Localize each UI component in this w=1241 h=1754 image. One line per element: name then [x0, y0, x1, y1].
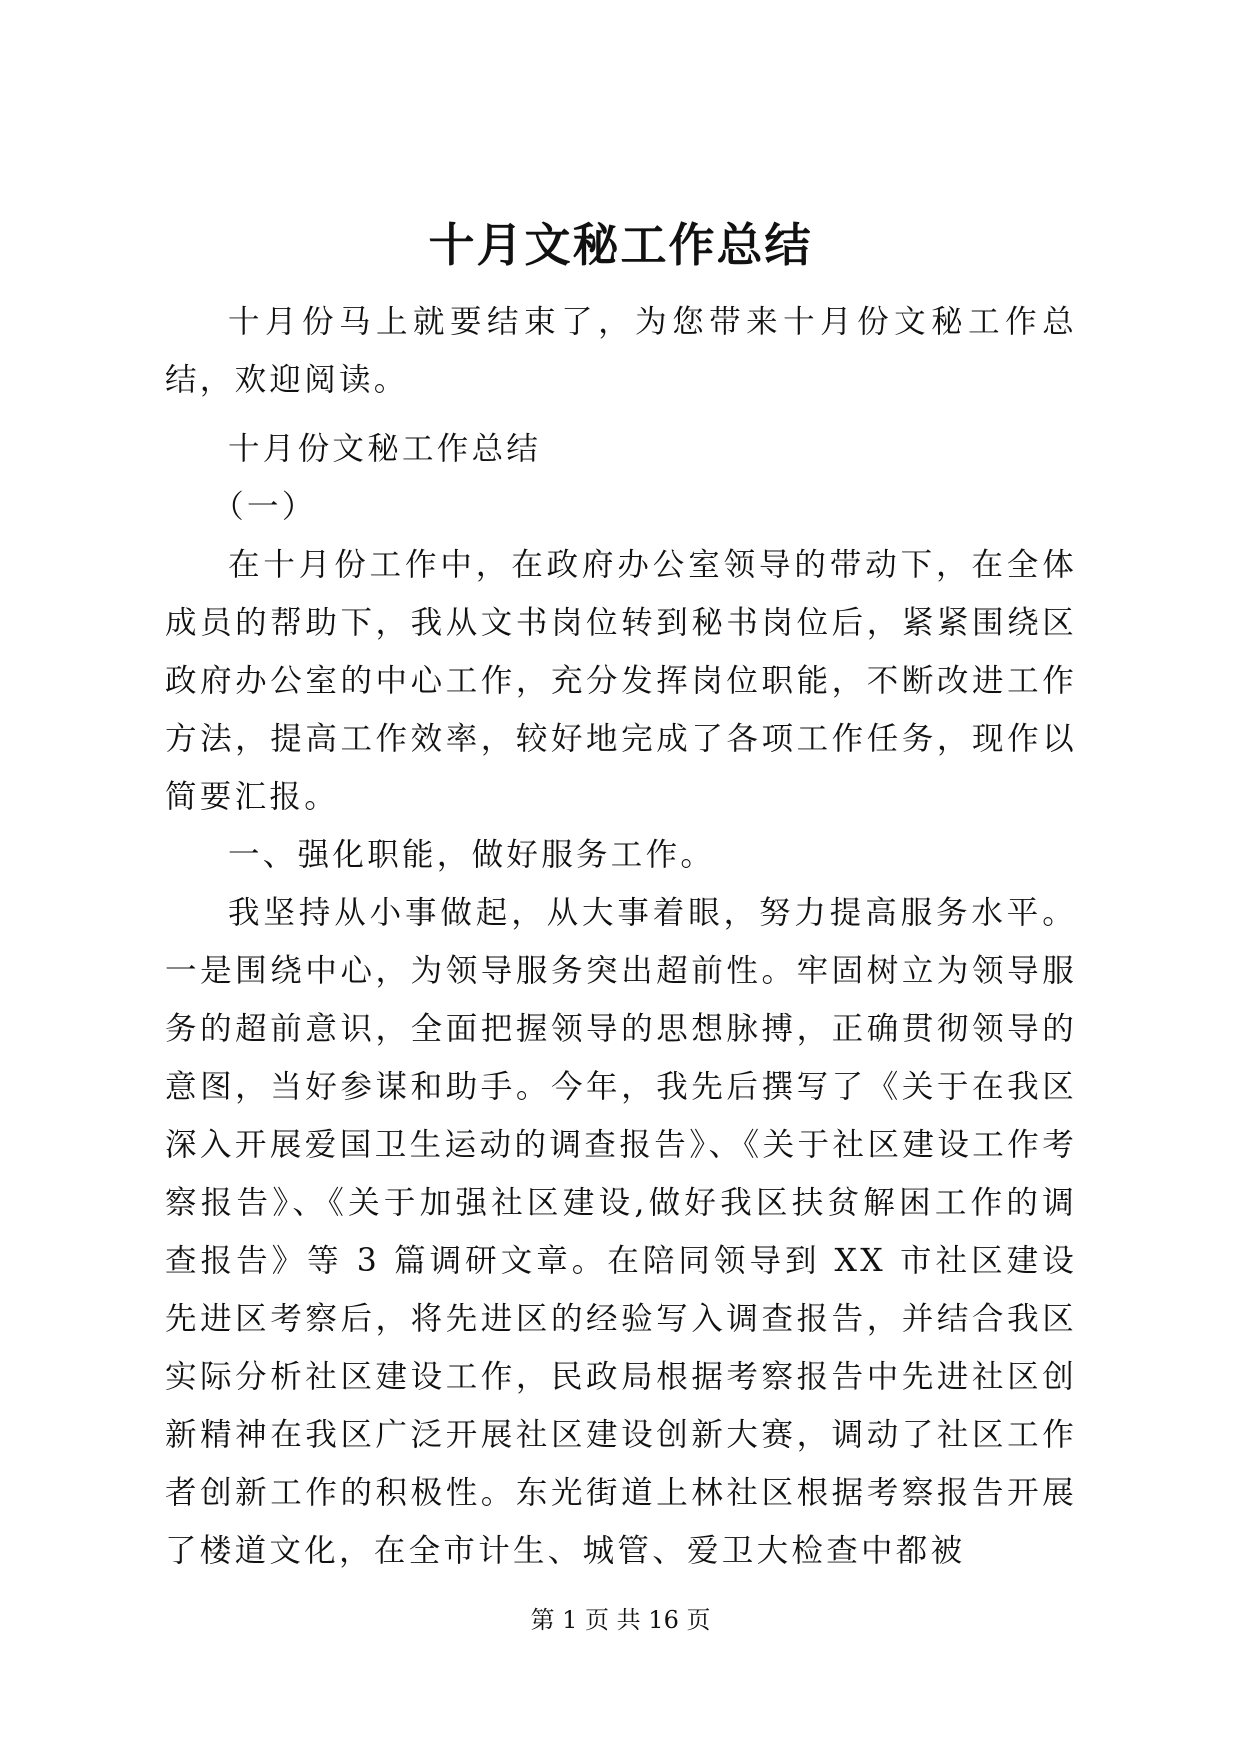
intro-paragraph: 十月份马上就要结束了，为您带来十月份文秘工作总结，欢迎阅读。	[165, 304, 1077, 398]
document-body	[165, 293, 1077, 1580]
body-paragraph: 我坚持从小事做起，从大事着眼，努力提高服务水平。一是围绕中心，为领导服务突出超前性。牢固树立为领导服务的超前意识，全面把握领导的思想脉搏，正确贯彻领导的意图，当好参谋和助手。今年，我先后撰写了《关于在我区深入开展爱国卫生运动的调查报告》、《关于社区建设工作考察报告》、《关于加强社区建设,做好我区扶贫解困工作的调查报告》等 3 篇调研文章。在陪同领导到 XX 市社区建设先进区考察后，将先进区的经验写入调查报告，并结合我区实际分析社区建设工作，民政局根据考察报告中先进社区创新精神在我区广泛开展社区建设创新大赛，调动了社区工作者创新工作的积极性。东光街道上林社区根据考察报告开展了楼道文化，在全市计生、城管、爱卫大检查中都被	[165, 895, 1077, 1569]
body-paragraph: 在十月份工作中，在政府办公室领导的带动下，在全体成员的帮助下，我从文书岗位转到秘书岗位后，紧紧围绕区政府办公室的中心工作，充分发挥岗位职能，不断改进工作方法，提高工作效率，较好地完成了各项工作任务，现作以简要汇报。	[165, 547, 1077, 815]
subtitle-paragraph: 十月份文秘工作总结	[228, 431, 542, 467]
section-heading: 一、强化职能，做好服务工作。	[228, 837, 716, 873]
page-footer: 第 1 页 共 16 页	[530, 1606, 711, 1634]
section-number: （一）	[212, 489, 317, 525]
document-title: 十月文秘工作总结	[428, 218, 813, 272]
